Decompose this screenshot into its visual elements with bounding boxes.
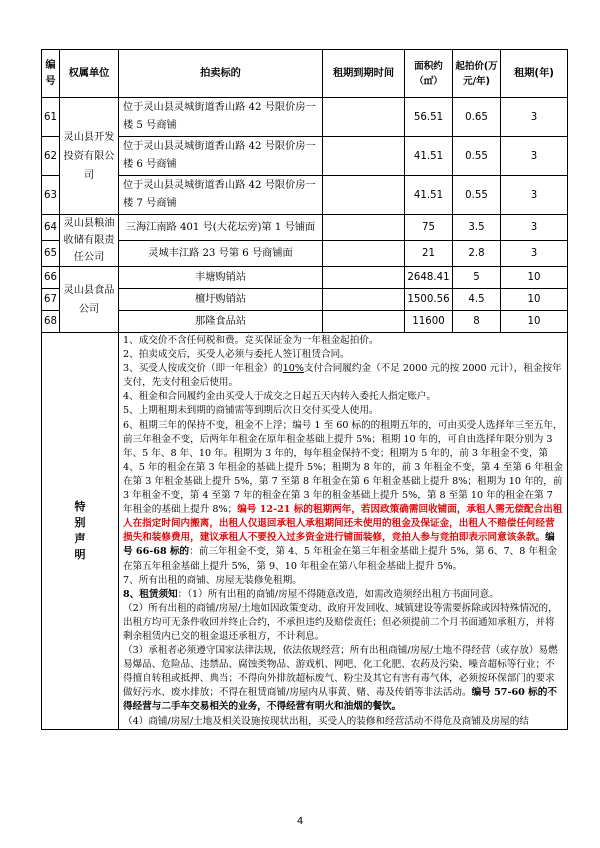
row-area: 1500.56 <box>405 289 453 311</box>
row-area: 41.51 <box>405 176 453 215</box>
row-subject: 位于灵山县灵城街道香山路 42 号限价房一楼 6 号商铺 <box>119 137 323 176</box>
row-years: 10 <box>501 267 568 289</box>
auction-table <box>41 49 568 730</box>
row-no: 61 <box>42 98 60 137</box>
header-years: 租期(年) <box>501 50 568 98</box>
note-7: 7、所有出租的商铺、房屋无装修免租期。 <box>123 574 302 586</box>
row-price: 4.5 <box>453 289 501 311</box>
row-term <box>323 98 405 137</box>
row-years: 3 <box>501 241 568 267</box>
row-area: 21 <box>405 241 453 267</box>
row-term <box>323 289 405 311</box>
note-3c: 支付合同履约金（不足 2000 元的按 2000 元计），租金按年支付，先支付租金后使用。 <box>123 363 562 389</box>
table-row <box>42 137 568 176</box>
note-5: 5、上期租期未到期的商铺需等到期后次日交付买受人使用。 <box>123 405 379 417</box>
row-price: 3.5 <box>453 215 501 241</box>
row-term <box>323 267 405 289</box>
table-row <box>42 267 568 289</box>
row-price: 2.8 <box>453 241 501 267</box>
note-6 <box>123 419 563 574</box>
row-subject: 灵城丰江路 23 号第 6 号商铺面 <box>119 241 323 267</box>
row-years: 10 <box>501 311 568 333</box>
row-area: 2648.41 <box>405 267 453 289</box>
row-term <box>323 241 405 267</box>
note-6a: 6、租期三年的保持不变，租金不上浮；编号 1 至 60 标的的租期五年的，可由买受人选择年三至五年，前三年租金不变，后两年年租金在原年租金基础上提升 5%；租期 10 年的，可自由选择年限分别为 3 年、5 年、8 年、10 年。租期为 3 年的，每年租金保持不变；租期为 5 年的，前 3 年租金不变，第 4、5 年的租金在第 3 年租金的基础上提升 5%；租期为 8 年的，前 3 年租金不变，第 4 至第 6 年租金在第 3 年租金基础上提升 5%，第 7 至第 8 年租金在第 6 年租金基础上提升 8%；租期为 10 年的，前 3 年租金不变，第 4 至第 7 年的租金在第 3 年的租金基础上提升 5%，第 8 至第 10 年的租金在第 7 年租金的基础上提升 8%； <box>123 419 563 516</box>
note-6b: 编号 66-68 标的 <box>123 532 555 558</box>
row-no: 63 <box>42 176 60 215</box>
table-row <box>42 176 568 215</box>
page-number: 4 <box>296 816 304 827</box>
note-8-2: （2）所有出租的商铺/房屋/土地如因政策变动、政府开发回收、城镇建设等需要拆除或因特殊情况的，出租方均可无条件收回并终止合约，不承担违约及赔偿责任；但必须提前二个月书面通知承租方，并将剩余租赁内已交的租金退还承租方，不计利息。 <box>123 602 558 642</box>
header-term: 租期到期时间 <box>323 50 405 98</box>
note-8-3 <box>123 644 563 714</box>
note-3-rate: 10% <box>282 363 304 375</box>
row-area: 41.51 <box>405 137 453 176</box>
note-1: 1、成交价不含任何税和费。竞买保证金为一年租金起拍价。 <box>123 335 379 346</box>
table-row <box>42 289 568 311</box>
row-no: 62 <box>42 137 60 176</box>
row-no: 64 <box>42 215 60 241</box>
row-price: 0.55 <box>453 137 501 176</box>
row-years: 10 <box>501 289 568 311</box>
note-4: 4、租金和合同履约金由买受人于成交之日起五天内转入委托人指定账户。 <box>123 391 437 403</box>
row-price: 8 <box>453 311 501 333</box>
row-unit: 灵山县食品公司 <box>60 267 119 333</box>
table-header-row <box>42 50 568 98</box>
note-8-title: 8、租赁须知 <box>123 588 178 600</box>
header-unit: 权属单位 <box>60 50 119 98</box>
note-6c: ：前三年租金不变，第 4、5 年租金在第三年租金基础上提升 5%，第 6、7、8 年租金在第五年租金基础上提升 5%，第 9、10 年租金在第八年租金基础上提升 5%。 <box>123 546 558 572</box>
row-subject: 那隆食品站 <box>119 311 323 333</box>
row-years: 3 <box>501 176 568 215</box>
row-subject: 丰塘购销站 <box>119 267 323 289</box>
row-subject: 位于灵山县灵城街道香山路 42 号限价房一楼 7 号商铺 <box>119 176 323 215</box>
note-8 <box>123 588 563 602</box>
note-8-3b: 编号 57-60 标的不得经营与二手车交易相关的业务，不得经营有明火和油烟的餐饮。 <box>123 687 557 713</box>
special-notes-row <box>42 333 568 730</box>
header-no: 编号 <box>42 50 60 98</box>
table-row <box>42 98 568 137</box>
note-6-red-warning: 编号 12-21 标的租期两年，若因政策确需回收铺面，承租人需无偿配合出租人在指定时间内搬离，出租人仅退回承租人承租期间还未使用的租金及保证金，出租人不赔偿任何经营损失和装修费用，建议承租人不要投入过多资金进行铺面装修，竞拍人参与竞拍即表示同意该条款。 <box>123 504 563 544</box>
row-area: 75 <box>405 215 453 241</box>
row-years: 3 <box>501 98 568 137</box>
row-price: 5 <box>453 267 501 289</box>
note-3 <box>123 362 563 390</box>
row-no: 66 <box>42 267 60 289</box>
row-no: 65 <box>42 241 60 267</box>
table-row <box>42 241 568 267</box>
special-notes-label <box>42 333 119 730</box>
note-8-1: ：（1）所有出租的商铺/房屋不得随意改造，如需改造须经出租方书面同意。 <box>177 588 499 600</box>
note-3a: 3、买受人按成交价（即一年租金）的 <box>123 363 283 375</box>
table-row <box>42 215 568 241</box>
special-notes-body <box>119 333 568 730</box>
header-subject: 拍卖标的 <box>119 50 323 98</box>
row-price: 0.55 <box>453 176 501 215</box>
row-term <box>323 311 405 333</box>
row-term <box>323 215 405 241</box>
note-8-3a: （3）承租者必须遵守国家法律法规，依法依规经营；所有出租商铺/房屋/土地不得经营（或存放）易燃易爆品、危险品、违禁品、腐蚀类物品、游戏机、网吧、化工化肥、农药及污染、噪音超标等行业；不得擅自转租或抵押、典当；不得向外排放超标废气、粉尘及其它有害有毒气体，必须按环保部门的要求做好污水、废水排放；不得在租赁商铺/房屋内从事黄、赌、毒及传销等非法活动。 <box>123 645 558 699</box>
row-subject: 位于灵山县灵城街道香山路 42 号限价房一楼 5 号商铺 <box>119 98 323 137</box>
table-row <box>42 311 568 333</box>
header-area: 面积约（㎡） <box>405 50 453 98</box>
note-8-4: （4）商铺/房屋/土地及相关设施按现状出租，买受人的装修和经营活动不得危及商铺及房屋的结 <box>123 715 529 727</box>
header-price: 起拍价(万元/年) <box>453 50 501 98</box>
row-subject: 三海江南路 401 号(大花坛旁)第 1 号铺面 <box>119 215 323 241</box>
row-area: 56.51 <box>405 98 453 137</box>
row-unit: 灵山县开发投资有限公司 <box>60 98 119 215</box>
special-label-text: 特别声明 <box>74 499 86 561</box>
row-years: 3 <box>501 137 568 176</box>
row-no: 67 <box>42 289 60 311</box>
row-subject: 檀圩购销站 <box>119 289 323 311</box>
row-area: 11600 <box>405 311 453 333</box>
row-unit: 灵山县粮油收储有限责任公司 <box>60 215 119 267</box>
row-years: 3 <box>501 215 568 241</box>
note-2: 2、拍卖成交后，买受人必须与委托人签订租赁合同。 <box>123 349 350 361</box>
row-term <box>323 176 405 215</box>
row-no: 68 <box>42 311 60 333</box>
row-term <box>323 137 405 176</box>
row-price: 0.65 <box>453 98 501 137</box>
